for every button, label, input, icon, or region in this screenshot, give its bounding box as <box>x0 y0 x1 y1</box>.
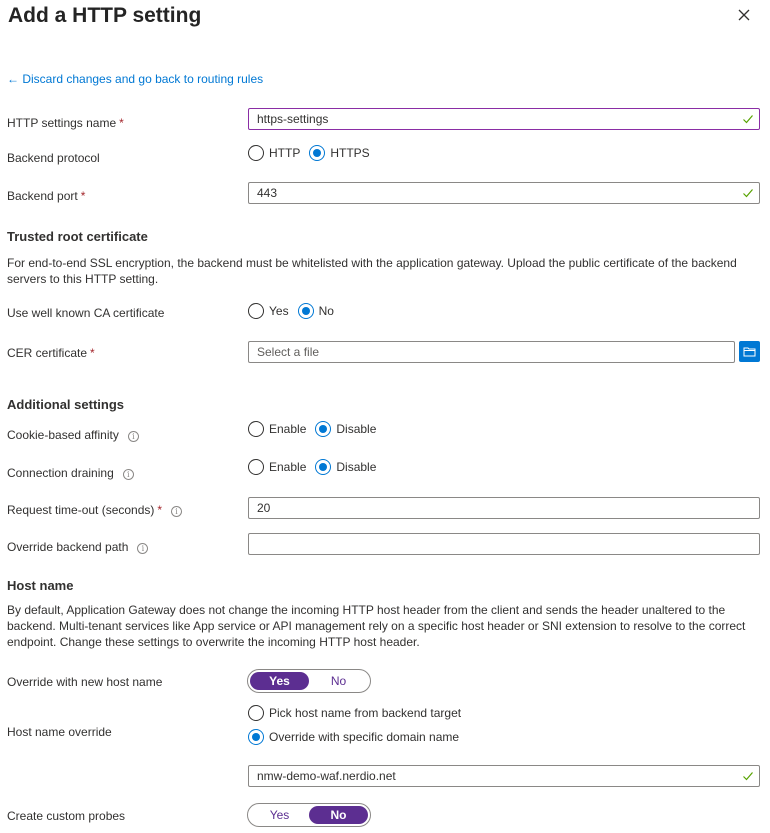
override-new-host-toggle[interactable] <box>247 669 371 693</box>
host-name-heading: Host name <box>7 578 74 593</box>
custom-probes-toggle[interactable] <box>247 803 371 827</box>
radio-pick-backend-host-label: Pick host name from backend target <box>269 706 462 720</box>
info-icon[interactable]: i <box>137 543 148 554</box>
backend-port-label: Backend port * <box>7 189 86 203</box>
discard-changes-link[interactable]: ← Discard changes and go back to routing rules <box>7 72 264 86</box>
backend-protocol-radio-group <box>248 145 379 161</box>
radio-draining-enable[interactable] <box>248 459 306 475</box>
host-name-description: By default, Application Gateway does not change the incoming HTTP host header from the client and sends the header unaltered to the backend. Multi-tenant services like App service or API management rely on a specific host header or SNI extension to resolve to the correct endpoint. Change these settings to overwrite the incoming HTTP host header. <box>7 603 746 649</box>
radio-ca-yes-label: Yes <box>269 304 289 318</box>
close-icon[interactable] <box>735 2 755 26</box>
radio-ca-no-label: No <box>318 304 334 318</box>
cer-certificate-input[interactable] <box>248 341 735 363</box>
radio-circle <box>298 303 314 319</box>
toggle-no[interactable]: No <box>309 806 368 824</box>
custom-probes-label: Create custom probes <box>7 809 126 823</box>
required-marker: * <box>80 189 86 203</box>
well-known-ca-label: Use well known CA certificate <box>7 306 165 320</box>
radio-override-domain[interactable] <box>248 729 459 745</box>
radio-circle <box>309 145 325 161</box>
radio-draining-disable[interactable] <box>315 459 376 475</box>
cookie-affinity-label: Cookie-based affinity i <box>7 428 139 442</box>
radio-circle <box>248 421 264 437</box>
request-timeout-value: 20 <box>257 501 271 515</box>
host-override-radio-pick <box>248 705 470 721</box>
radio-draining-disable-label: Disable <box>336 460 377 474</box>
backend-port-value: 443 <box>257 186 278 200</box>
radio-cookie-disable[interactable] <box>315 421 376 437</box>
radio-cookie-enable-label: Enable <box>269 422 307 436</box>
checkmark-icon <box>742 770 754 782</box>
radio-circle <box>248 145 264 161</box>
radio-cookie-disable-label: Disable <box>336 422 377 436</box>
host-override-radio-specific <box>248 729 468 745</box>
info-icon[interactable]: i <box>123 469 134 480</box>
radio-circle <box>315 459 331 475</box>
required-marker: * <box>90 346 95 360</box>
cer-certificate-label: CER certificate * <box>7 346 95 360</box>
radio-ca-yes[interactable] <box>248 303 289 319</box>
override-new-host-label: Override with new host name <box>7 675 163 689</box>
radio-https[interactable] <box>309 145 369 161</box>
checkmark-icon <box>742 187 754 199</box>
toggle-yes[interactable]: Yes <box>250 672 309 690</box>
http-settings-name-value: https-settings <box>257 112 329 126</box>
host-name-input[interactable] <box>248 765 760 787</box>
trusted-root-heading: Trusted root certificate <box>7 229 148 244</box>
host-name-value: nmw-demo-waf.nerdio.net <box>257 769 396 783</box>
cer-certificate-placeholder: Select a file <box>257 345 320 359</box>
info-icon[interactable]: i <box>128 431 139 442</box>
radio-override-domain-label: Override with specific domain name <box>269 730 460 744</box>
override-backend-path-label: Override backend path i <box>7 540 148 554</box>
radio-cookie-enable[interactable] <box>248 421 306 437</box>
request-timeout-input[interactable] <box>248 497 760 519</box>
checkmark-icon <box>742 113 754 125</box>
host-name-override-label: Host name override <box>7 725 112 739</box>
radio-http[interactable] <box>248 145 300 161</box>
radio-circle <box>248 303 264 319</box>
radio-circle <box>248 705 264 721</box>
connection-draining-label: Connection draining i <box>7 466 134 480</box>
well-known-ca-radio-group <box>248 303 343 319</box>
info-icon[interactable]: i <box>171 506 182 517</box>
http-settings-name-input[interactable] <box>248 108 760 130</box>
browse-file-button[interactable] <box>739 341 760 362</box>
http-settings-name-label: HTTP settings name * <box>7 116 124 130</box>
panel-title: Add a HTTP setting <box>8 4 202 27</box>
backend-port-input[interactable] <box>248 182 760 204</box>
folder-icon <box>743 346 756 357</box>
toggle-no[interactable]: No <box>330 674 347 688</box>
radio-pick-backend-host[interactable] <box>248 705 461 721</box>
radio-draining-enable-label: Enable <box>269 460 307 474</box>
radio-circle <box>315 421 331 437</box>
connection-draining-radio-group <box>248 459 385 475</box>
toggle-yes[interactable]: Yes <box>269 808 290 822</box>
radio-ca-no[interactable] <box>298 303 334 319</box>
radio-circle <box>248 729 264 745</box>
additional-settings-heading: Additional settings <box>7 397 124 412</box>
radio-http-label: HTTP <box>269 146 301 160</box>
radio-circle <box>248 459 264 475</box>
request-timeout-label: Request time-out (seconds) * i <box>7 503 182 517</box>
required-marker: * <box>157 503 163 517</box>
cookie-affinity-radio-group <box>248 421 385 437</box>
trusted-root-description: For end-to-end SSL encryption, the backend must be whitelisted with the application gateway. Upload the public certificate of the backend servers to this HTTP setting. <box>7 256 737 286</box>
required-marker: * <box>119 116 124 130</box>
backend-protocol-label: Backend protocol <box>7 151 100 165</box>
override-backend-path-input[interactable] <box>248 533 760 555</box>
radio-https-label: HTTPS <box>330 146 370 160</box>
